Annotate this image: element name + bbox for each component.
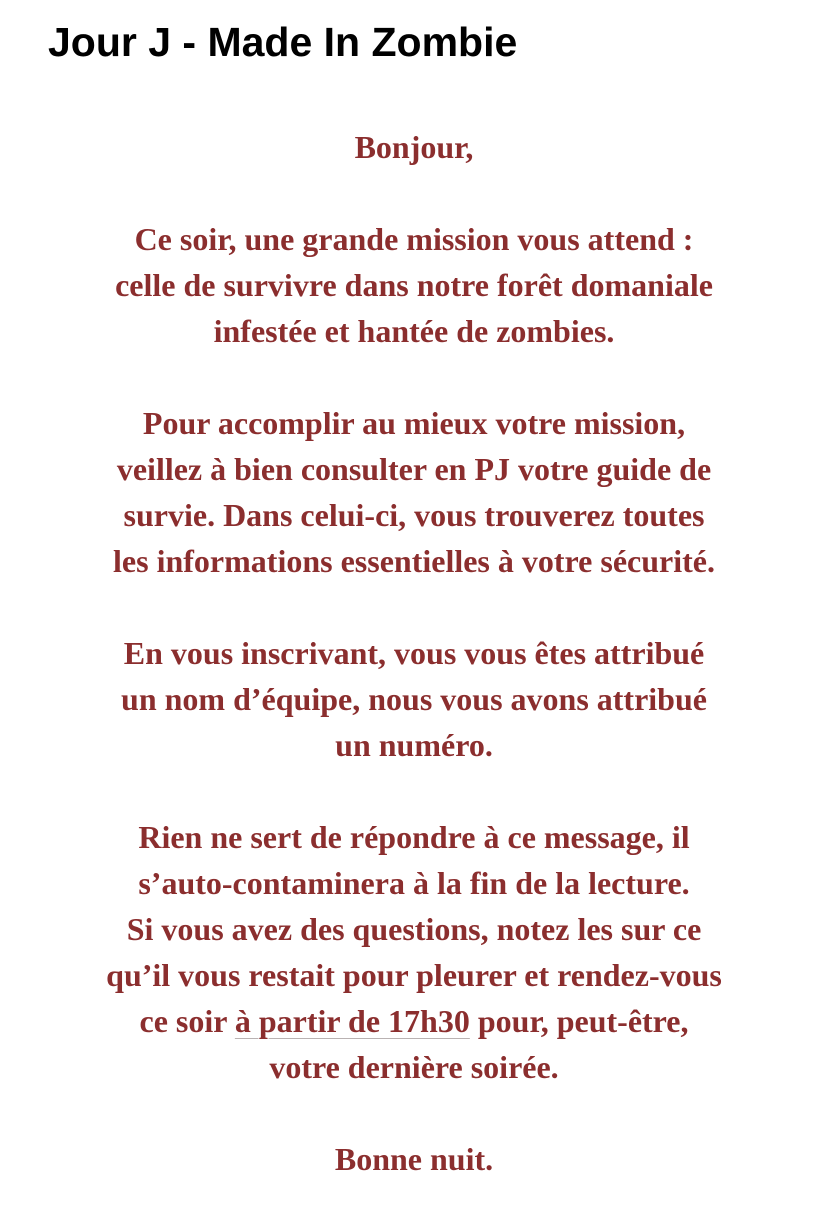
closing-text: Bonne nuit.: [334, 1141, 494, 1177]
paragraph-line: un numéro.: [335, 727, 493, 763]
paragraph-instructions: [0, 814, 828, 1090]
email-subject: Jour J - Made In Zombie: [48, 19, 518, 65]
paragraph-line: survie. Dans celui-ci, vous trouverez toutes: [123, 497, 705, 533]
closing: [0, 1136, 828, 1182]
paragraph-line: Rien ne sert de répondre à ce message, il: [138, 819, 690, 855]
paragraph-line: Pour accomplir au mieux votre mission,: [142, 405, 686, 441]
paragraph-mission: [0, 216, 828, 354]
paragraph-line: veillez à bien consulter en PJ votre guide de: [116, 451, 712, 487]
paragraph-line: celle de survivre dans notre forêt domaniale: [115, 267, 713, 303]
greeting: [0, 124, 828, 170]
paragraph-line-with-time: [0, 998, 828, 1044]
paragraph-line: Si vous avez des questions, notez les sur ce: [126, 911, 702, 947]
time-line-suffix: pour, peut-être,: [469, 1003, 689, 1039]
paragraph-line: infestée et hantée de zombies.: [213, 313, 615, 349]
time-line-prefix: ce soir: [139, 1003, 235, 1039]
paragraph-line: qu’il vous restait pour pleurer et rendez-vous: [106, 957, 722, 993]
paragraph-line: En vous inscrivant, vous vous êtes attribué: [123, 635, 705, 671]
paragraph-line: un nom d’équipe, nous vous avons attribué: [121, 681, 707, 717]
paragraph-line: Ce soir, une grande mission vous attend :: [134, 221, 694, 257]
greeting-text: Bonjour,: [354, 129, 474, 165]
paragraph-line: votre dernière soirée.: [269, 1049, 559, 1085]
paragraph-guide: [0, 400, 828, 584]
paragraph-team: [0, 630, 828, 768]
email-body: [0, 124, 828, 1182]
event-time-link[interactable]: à partir de 17h30: [234, 1003, 470, 1039]
paragraph-line: s’auto-contaminera à la fin de la lecture.: [138, 865, 690, 901]
paragraph-line: les informations essentielles à votre sécurité.: [113, 543, 715, 579]
